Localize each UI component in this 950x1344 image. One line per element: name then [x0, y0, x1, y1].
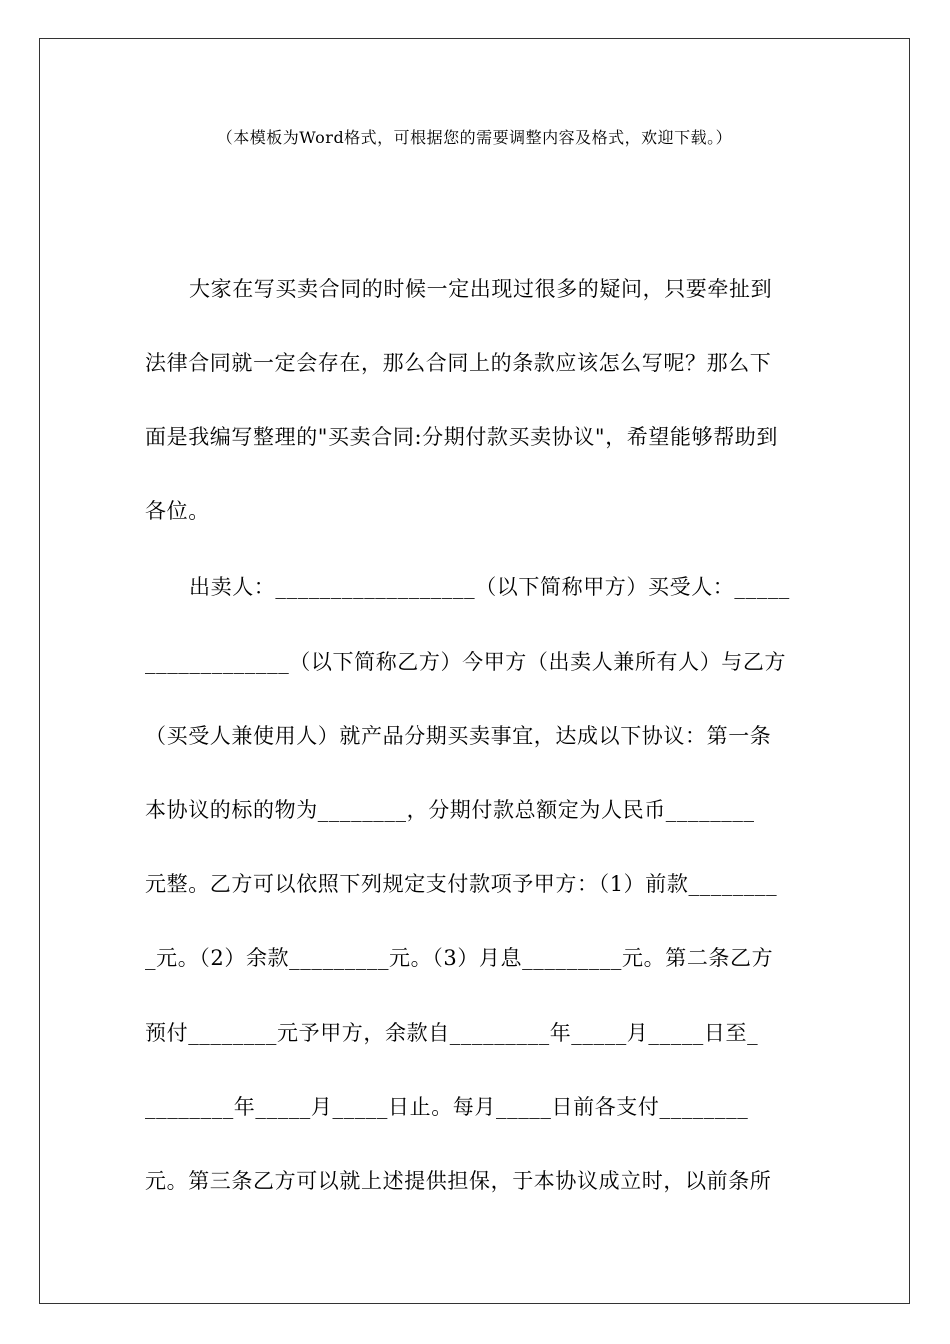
contract-line-4: 本协议的标的物为________，分期付款总额定为人民币________ — [145, 798, 755, 822]
paragraph-line-3: 面是我编写整理的"买卖合同:分期付款买卖协议"，希望能够帮助到 — [145, 425, 778, 449]
contract-line-8: ________年_____月_____日止。每月_____日前各支付________ — [145, 1095, 749, 1119]
paragraph-line-2: 法律合同就一定会存在，那么合同上的条款应该怎么写呢？那么下 — [145, 351, 772, 375]
template-note: （本模板为Word格式，可根据您的需要调整内容及格式，欢迎下载。） — [216, 128, 733, 147]
contract-line-6: _元。（2）余款_________元。（3）月息_________元。第二条乙方 — [145, 946, 774, 970]
contract-line-2: _____________（以下简称乙方）今甲方（出卖人兼所有人）与乙方 — [145, 650, 787, 674]
contract-line-5: 元整。乙方可以依照下列规定支付款项予甲方：（1）前款________ — [145, 872, 778, 896]
paragraph-line-1: 大家在写买卖合同的时候一定出现过很多的疑问，只要牵扯到 — [189, 277, 773, 301]
contract-line-7: 预付________元予甲方，余款自_________年_____月_____日至_ — [145, 1021, 759, 1045]
paragraph-line-4: 各位。 — [145, 499, 210, 523]
contract-line-9: 元。第三条乙方可以就上述提供担保，于本协议成立时，以前条所 — [145, 1169, 772, 1193]
contract-line-3: （买受人兼使用人）就产品分期买卖事宜，达成以下协议：第一条 — [145, 724, 772, 748]
contract-line-1: 出卖人：__________________（以下简称甲方）买受人：_____ — [189, 575, 790, 599]
